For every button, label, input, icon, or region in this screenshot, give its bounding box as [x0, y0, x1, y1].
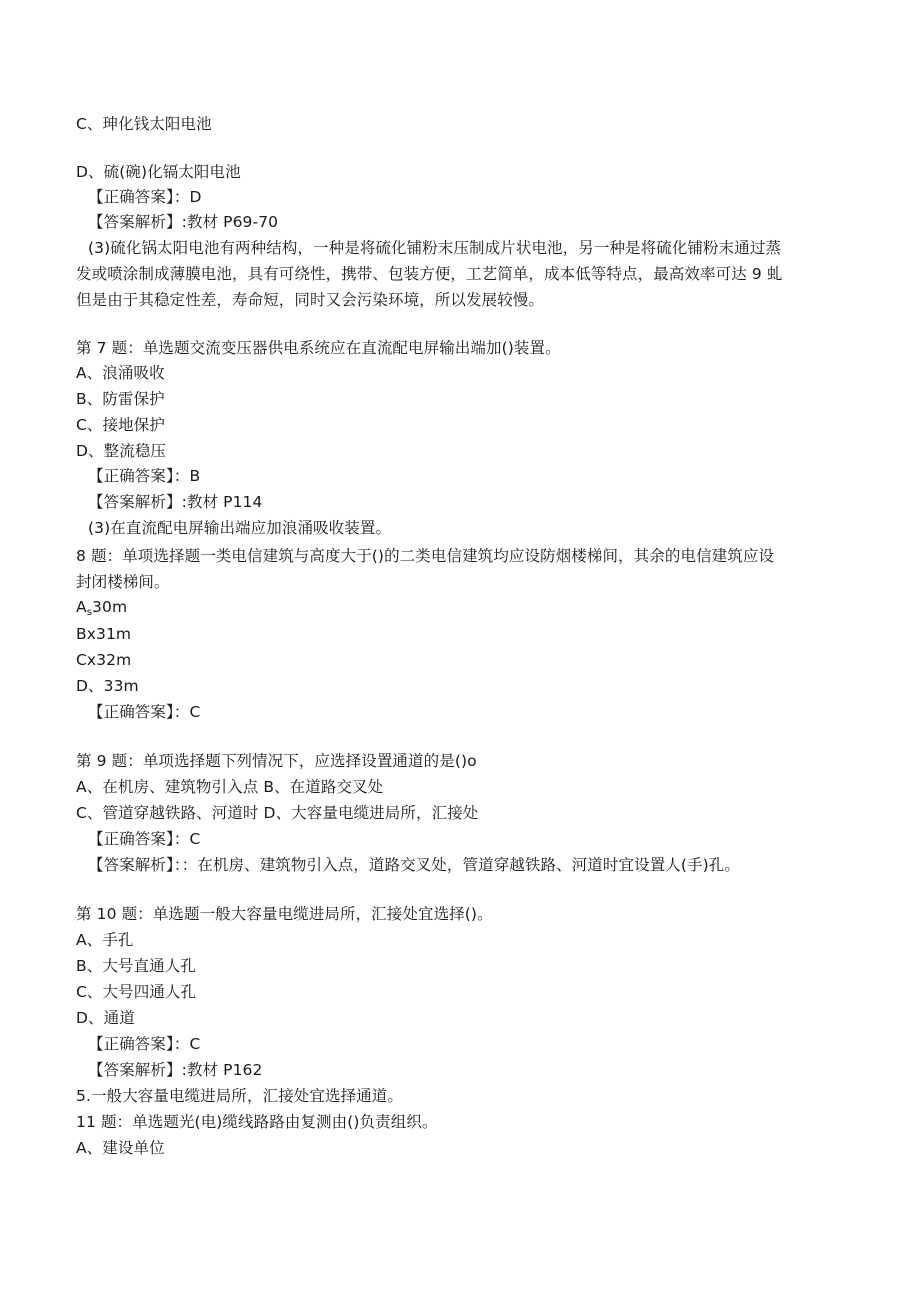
q9-options-line: A、在机房、建筑物引入点 B、在道路交叉处 — [76, 778, 384, 796]
q8-option-d: D、33m — [76, 677, 139, 695]
q7-option-c: C、接地保护 — [76, 416, 165, 434]
q7-option-d: D、整流稳压 — [76, 442, 167, 460]
q6-explanation-line: 发或喷涂制成薄膜电池，具有可绕性，携带、包装方便，工艺简单，成本低等特点，最高效率可达 9 虬 — [76, 265, 783, 283]
q8-option-a-value: 30m — [92, 598, 128, 616]
q6-option-d: D、硫(碗)化镉太阳电池 — [76, 163, 241, 181]
q7-correct-answer: 【正确答案】：B — [88, 467, 201, 485]
q8-option-a-letter: A — [76, 598, 87, 616]
q8-option-c: Cx32m — [76, 651, 132, 669]
q10-answer-analysis: 【答案解析】:教材 P162 — [88, 1061, 263, 1079]
q9-answer-analysis: 【答案解析】：：在机房、建筑物引入点，道路交叉处，管道穿越铁路、河道时宜设置人(手)孔。 — [88, 856, 740, 874]
q10-option-a: A、手孔 — [76, 931, 134, 949]
q8-option-a-subscript: s — [86, 607, 93, 618]
q10-correct-answer: 【正确答案】：C — [88, 1035, 201, 1053]
q6-correct-answer: 【正确答案】：D — [88, 188, 202, 206]
q9-correct-answer: 【正确答案】：C — [88, 830, 201, 848]
q9-question: 第 9 题：单项选择题下列情况下，应选择设置通道的是()o — [76, 752, 477, 770]
q10-explanation: 5.一般大容量电缆进局所，汇接处宜选择通道。 — [76, 1087, 403, 1105]
q7-answer-analysis: 【答案解析】:教材 P114 — [88, 493, 263, 511]
q6-answer-analysis: 【答案解析】:教材 P69-70 — [88, 213, 279, 231]
q10-question: 第 10 题：单选题一般大容量电缆进局所，汇接处宜选择()。 — [76, 905, 493, 923]
q10-option-c: C、大号四通人孔 — [76, 983, 197, 1001]
q7-question: 第 7 题：单选题交流变压器供电系统应在直流配电屏输出端加()装置。 — [76, 339, 561, 357]
q10-option-d: D、通道 — [76, 1009, 135, 1027]
q8-correct-answer: 【正确答案】：C — [88, 703, 201, 721]
q11-option-a: A、建设单位 — [76, 1139, 165, 1157]
q8-question-line: 8 题：单项选择题一类电信建筑与高度大于()的二类电信建筑均应设防烟楼梯间，其余的电信建筑应设 — [76, 547, 775, 565]
q11-question: 11 题：单选题光(电)缆线路路由复测由()负责组织。 — [76, 1113, 438, 1131]
q6-explanation-line: 但是由于其稳定性差，寿命短，同时又会污染环境，所以发展较慢。 — [76, 291, 545, 309]
q8-option-a — [76, 596, 127, 618]
q8-question-line: 封闭楼梯间。 — [76, 573, 170, 591]
q7-option-a: A、浪涌吸收 — [76, 364, 165, 382]
q7-explanation: (3)在直流配电屏输出端应加浪涌吸收装置。 — [88, 519, 392, 537]
q8-option-b: Bx31m — [76, 625, 132, 643]
q9-options-line: C、管道穿越铁路、河道时 D、大容量电缆进局所，汇接处 — [76, 804, 479, 822]
q10-option-b: B、大号直通人孔 — [76, 957, 196, 975]
q6-option-c: C、珅化钱太阳电池 — [76, 115, 212, 133]
q7-option-b: B、防雷保护 — [76, 390, 165, 408]
q6-explanation-line: (3)硫化锅太阳电池有两种结构，一种是将硫化铺粉末压制成片状电池，另一种是将硫化铺粉末通过蒸 — [88, 239, 782, 257]
